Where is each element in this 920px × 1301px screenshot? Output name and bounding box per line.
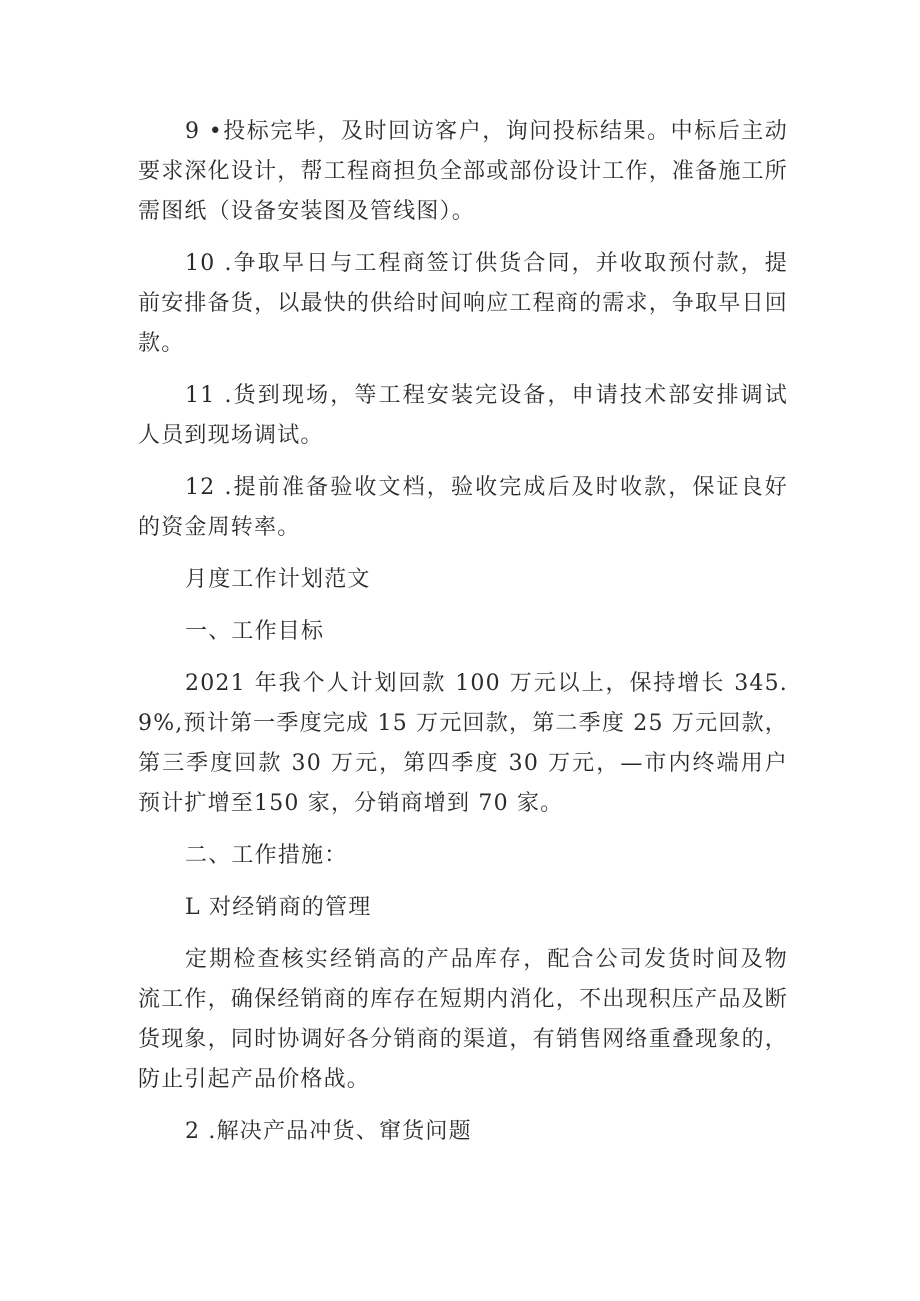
document-title: 月度工作计划范文 xyxy=(185,567,371,592)
item-heading-cross-selling: 2 .解决产品冲货、窜货问题 xyxy=(185,1119,472,1144)
paragraph-item-12: 12 .提前准备验收文档，验收完成后及时收款，保证良好的资金周转率。 xyxy=(138,475,788,540)
item-text-dealer-management: 定期检查核实经销高的产品库存，配合公司发货时间及物流工作，确保经销商的库存在短期内消化，不出现积压产品及断货现象，同时协调好各分销商的渠道，有销售网络重叠现象的，防止引起产品价格战。 xyxy=(138,947,788,1092)
section-heading-goals: 一、工作目标 xyxy=(185,619,325,644)
section-heading-measures: 二、工作措施： xyxy=(185,843,348,868)
paragraph-item-11: 11 .货到现场，等工程安装完设备，申请技术部安排调试人员到现场调试。 xyxy=(138,383,788,448)
item-heading-dealer-management: L 对经销商的管理 xyxy=(185,895,372,920)
section-text-goals: 2021 年我个人计划回款 100 万元以上，保持增长 345.9%,预计第一季度完成 15 万元回款，第二季度 25 万元回款，第三季度回款 30 万元，第四季度 30 万元，—市内终端用户预计扩增至150 家，分销商增到 70 家。 xyxy=(138,671,788,816)
paragraph-item-9: 9 •投标完毕，及时回访客户，询问投标结果。中标后主动要求深化设计，帮工程商担负全部或部份设计工作，准备施工所需图纸（设备安装图及管线图）。 xyxy=(138,119,788,224)
paragraph-item-10: 10 .争取早日与工程商签订供货合同，并收取预付款，提前安排备货，以最快的供给时间响应工程商的需求，争取早日回款。 xyxy=(138,251,788,356)
document-body xyxy=(138,112,788,1164)
